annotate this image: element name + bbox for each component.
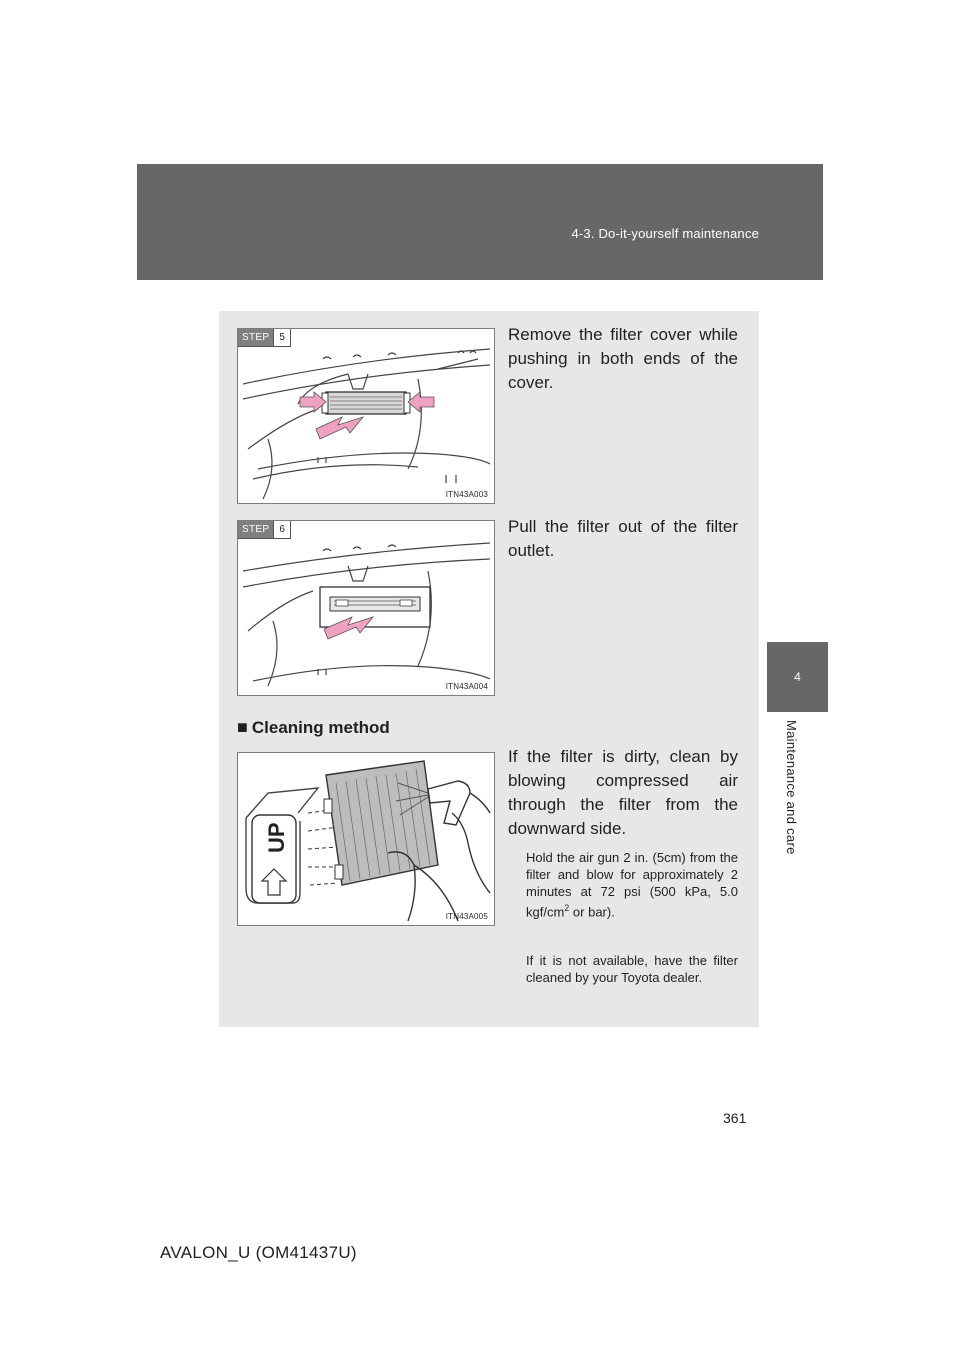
step5-instruction: Remove the filter cover while pushing in both ends of the cover. [508, 325, 738, 392]
step-number: 6 [273, 521, 290, 538]
cleaning-illustration [237, 752, 495, 926]
illustration-code: ITN43A003 [445, 490, 488, 499]
step5-drawing [238, 329, 494, 503]
step6-drawing [238, 521, 494, 695]
note-text-before-sup: Hold the air gun 2 in. (5cm) from the filter and blow for approximately 2 minutes at 72 psi (500 kPa, 5.0 kgf/cm [526, 850, 738, 920]
step-label: STEP [238, 329, 273, 346]
up-label: UP [264, 822, 289, 853]
step5-illustration [237, 328, 495, 504]
illustration-code: ITN43A004 [445, 682, 488, 691]
step6-illustration [237, 520, 495, 696]
step-label: STEP [238, 521, 273, 538]
chapter-header-band [137, 164, 823, 280]
chapter-tab-number: 4 [767, 642, 828, 712]
step6-instruction: Pull the filter out of the filter outlet. [508, 517, 738, 560]
step-number: 5 [273, 329, 290, 346]
note-superscript: 2 [564, 903, 570, 913]
heading-text: Cleaning method [251, 717, 390, 737]
cleaning-method-heading [237, 717, 390, 738]
section-title: 4-3. Do-it-yourself maintenance [571, 226, 759, 241]
chapter-tab-label: Maintenance and care [784, 720, 799, 855]
page-number: 361 [723, 1110, 747, 1126]
cleaning-note-dealer: If it is not available, have the filter cleaned by your Toyota dealer. [526, 953, 738, 985]
step-badge [238, 521, 291, 539]
cleaning-drawing [238, 753, 494, 925]
cleaning-instruction: If the filter is dirty, clean by blowing compressed air through the filter from the downward side. [508, 747, 738, 838]
cleaning-note-air-gun [526, 849, 738, 920]
heading-square-marker: ■ [237, 717, 248, 737]
document-code: AVALON_U (OM41437U) [160, 1243, 357, 1262]
illustration-code: ITN43A005 [445, 912, 488, 921]
step-badge [238, 329, 291, 347]
note-text-after-sup: or bar). [569, 904, 615, 920]
